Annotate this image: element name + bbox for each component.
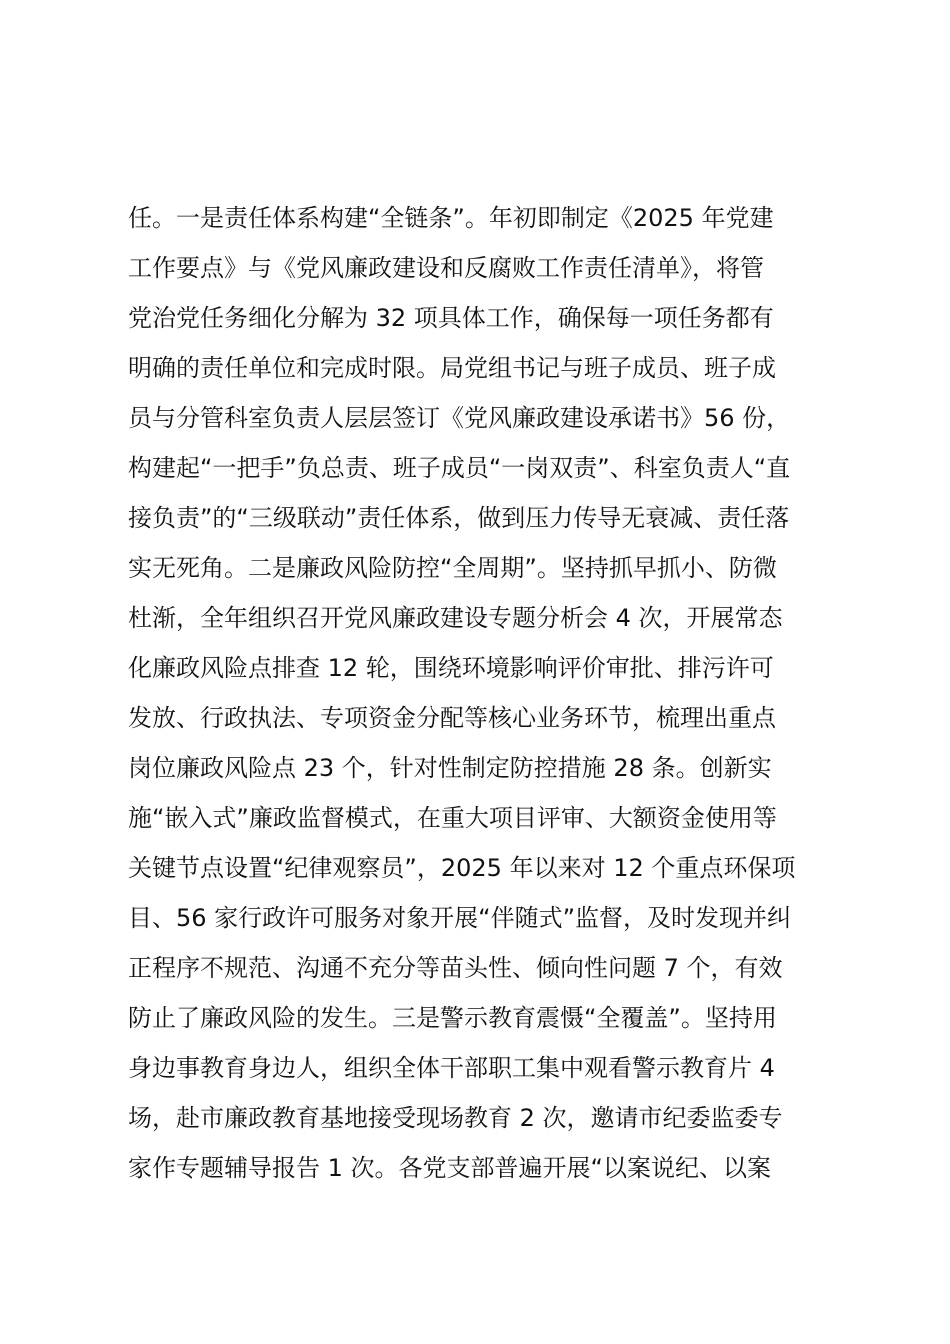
text-line: 正程序不规范、沟通不充分等苗头性、倾向性问题 7 个，有效 [128,954,783,982]
text-line: 任。一是责任体系构建“全链条”。年初即制定《2025 年党建 [128,204,774,232]
body-paragraph [128,193,828,1193]
text-line: 构建起“一把手”负总责、班子成员“一岗双责”、科室负责人“直 [128,454,791,482]
text-line: 家作专题辅导报告 1 次。各党支部普遍开展“以案说纪、以案 [128,1154,771,1182]
text-line: 实无死角。二是廉政风险防控“全周期”。坚持抓早抓小、防微 [128,554,777,582]
text-line: 关键节点设置“纪律观察员”，2025 年以来对 12 个重点环保项 [128,854,796,882]
text-line: 发放、行政执法、专项资金分配等核心业务环节，梳理出重点 [128,704,776,732]
text-line: 接负责”的“三级联动”责任体系，做到压力传导无衰减、责任落 [128,504,790,532]
text-line: 身边事教育身边人，组织全体干部职工集中观看警示教育片 4 [128,1054,775,1082]
text-line: 杜渐，全年组织召开党风廉政建设专题分析会 4 次，开展常态 [128,604,783,632]
text-line: 目、56 家行政许可服务对象开展“伴随式”监督，及时发现并纠 [128,904,792,932]
text-line: 明确的责任单位和完成时限。局党组书记与班子成员、班子成 [128,354,776,382]
text-line: 党治党任务细化分解为 32 项具体工作，确保每一项任务都有 [128,304,774,332]
text-line: 场，赴市廉政教育基地接受现场教育 2 次，邀请市纪委监委专 [128,1104,783,1132]
text-line: 施“嵌入式”廉政监督模式，在重大项目评审、大额资金使用等 [128,804,777,832]
text-line: 化廉政风险点排查 12 轮，围绕环境影响评价审批、排污许可 [128,654,774,682]
text-line: 工作要点》与《党风廉政建设和反腐败工作责任清单》，将管 [128,254,764,282]
text-line: 员与分管科室负责人层层签订《党风廉政建设承诺书》56 份， [128,404,791,432]
text-line: 岗位廉政风险点 23 个，针对性制定防控措施 28 条。创新实 [128,754,772,782]
text-line: 防止了廉政风险的发生。三是警示教育震慑“全覆盖”。坚持用 [128,1004,777,1032]
